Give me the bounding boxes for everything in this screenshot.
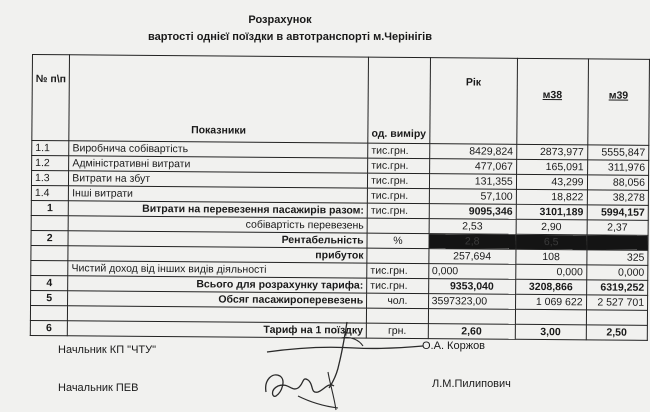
row-name: Рентабельність <box>68 231 367 248</box>
row-no: 1.2 <box>32 156 69 171</box>
row-year: 57,100 <box>429 189 516 205</box>
row-year: 2,8 <box>429 234 516 250</box>
row-m38: 6,5 <box>516 234 587 250</box>
row-unit <box>367 218 429 233</box>
row-no: 6 <box>30 320 67 335</box>
row-no <box>31 245 68 260</box>
header-year: Рік <box>429 58 517 145</box>
row-m39: 2,50 <box>586 325 648 340</box>
row-no: 1.1 <box>32 141 69 156</box>
row-no <box>30 305 67 320</box>
signature-role-2: Начальник ПЕВ <box>58 382 139 394</box>
row-name: Інші витрати <box>69 186 368 203</box>
row-m38: 18,822 <box>516 189 587 205</box>
row-unit: тис.грн. <box>368 143 430 158</box>
row-name: Всього для розрахунку тарифа: <box>68 276 367 293</box>
header-m39-label: м39 <box>608 89 629 102</box>
signature-2-scribble <box>258 362 368 412</box>
row-m39: 88,056 <box>587 175 649 190</box>
row-m38: 3101,189 <box>516 204 587 220</box>
row-m39: 6319,252 <box>586 280 648 295</box>
row-year: 9353,040 <box>428 279 515 295</box>
row-year: 131,355 <box>429 174 516 190</box>
header-m39 <box>587 59 649 145</box>
row-name: Витрати на перевезення пасажирів разом: <box>68 201 367 218</box>
row-name: Тариф на 1 поїздку <box>68 321 367 338</box>
document-title: Розрахунок <box>248 14 312 26</box>
signature-role-1: Начльник КП "ЧТУ" <box>58 344 157 356</box>
row-year: 477,067 <box>429 159 516 175</box>
header-unit: од. виміру <box>368 57 430 143</box>
row-year <box>428 309 515 325</box>
signature-name-1: О.А. Коржов <box>422 340 486 352</box>
row-m38: 3,00 <box>515 324 586 340</box>
row-m39 <box>586 310 648 325</box>
row-unit: тис.грн. <box>367 188 429 203</box>
row-unit: грн. <box>366 323 428 338</box>
row-m39: 38,278 <box>587 190 649 205</box>
row-m38: 2873,977 <box>516 144 587 160</box>
table-header-row <box>32 55 650 146</box>
row-name: Виробнича собівартість <box>69 141 368 158</box>
row-unit <box>367 248 429 263</box>
row-m38: 108 <box>516 249 587 265</box>
document-subtitle: вартості однієї поїздки в автотранспорті м.Черінігів <box>147 31 433 43</box>
row-no: 2 <box>31 230 68 245</box>
row-no <box>31 215 68 230</box>
row-name: Адміністративні витрати <box>69 156 368 173</box>
row-name: Обсяг пасажироперевезень <box>68 291 367 308</box>
row-m38: 1 069 622 <box>515 294 586 310</box>
row-m39: 325 <box>586 250 648 265</box>
row-unit: тис.грн. <box>368 158 430 173</box>
row-no: 1.4 <box>31 185 68 200</box>
row-m38: 3208,866 <box>515 279 586 295</box>
row-m39: 2,37 <box>587 220 649 235</box>
header-no: № п\п <box>32 55 70 141</box>
row-no: 1 <box>31 200 68 215</box>
row-m38: 0,000 <box>516 264 587 280</box>
row-m39: 0,000 <box>586 265 648 280</box>
calculation-table <box>30 54 650 341</box>
row-m38 <box>515 309 586 325</box>
row-unit: тис.грн. <box>367 203 429 218</box>
row-no: 1.3 <box>31 171 68 186</box>
row-year: 8429,824 <box>429 144 516 160</box>
row-no <box>31 260 68 275</box>
row-m39: 311,976 <box>587 160 649 175</box>
row-m38: 165,091 <box>516 159 587 175</box>
row-unit: чол. <box>367 293 429 308</box>
row-unit: тис.грн. <box>367 263 429 278</box>
row-no: 5 <box>31 290 68 305</box>
header-name: Показники <box>69 55 369 143</box>
signature-name-2: Л.М.Пилипович <box>432 378 511 390</box>
row-no: 4 <box>31 275 68 290</box>
row-year: 2,53 <box>429 219 516 235</box>
row-name: Чистий доход від інших видів діяльності <box>68 261 367 278</box>
row-unit: тис.грн. <box>367 278 429 293</box>
row-year: 3597323,00 <box>428 294 515 310</box>
row-name: собівартість перевезень <box>68 216 367 233</box>
row-m38: 2,90 <box>516 219 587 235</box>
header-m38-label: м38 <box>542 89 563 102</box>
row-m39 <box>587 235 649 250</box>
row-year: 9095,346 <box>429 204 516 220</box>
row-m39: 5555,847 <box>587 145 649 160</box>
row-unit: тис.грн. <box>368 173 430 188</box>
header-m38 <box>517 58 588 145</box>
row-name: Витрати на збут <box>69 171 368 188</box>
row-m39: 2 527 701 <box>586 295 648 310</box>
row-m39: 5994,157 <box>587 205 649 220</box>
row-year: 257,694 <box>428 249 515 265</box>
row-m38: 43,299 <box>516 174 587 190</box>
row-year: 2,60 <box>428 324 515 340</box>
row-name: прибуток <box>68 246 367 263</box>
row-year: 0,000 <box>428 264 515 280</box>
row-unit: % <box>367 233 429 248</box>
